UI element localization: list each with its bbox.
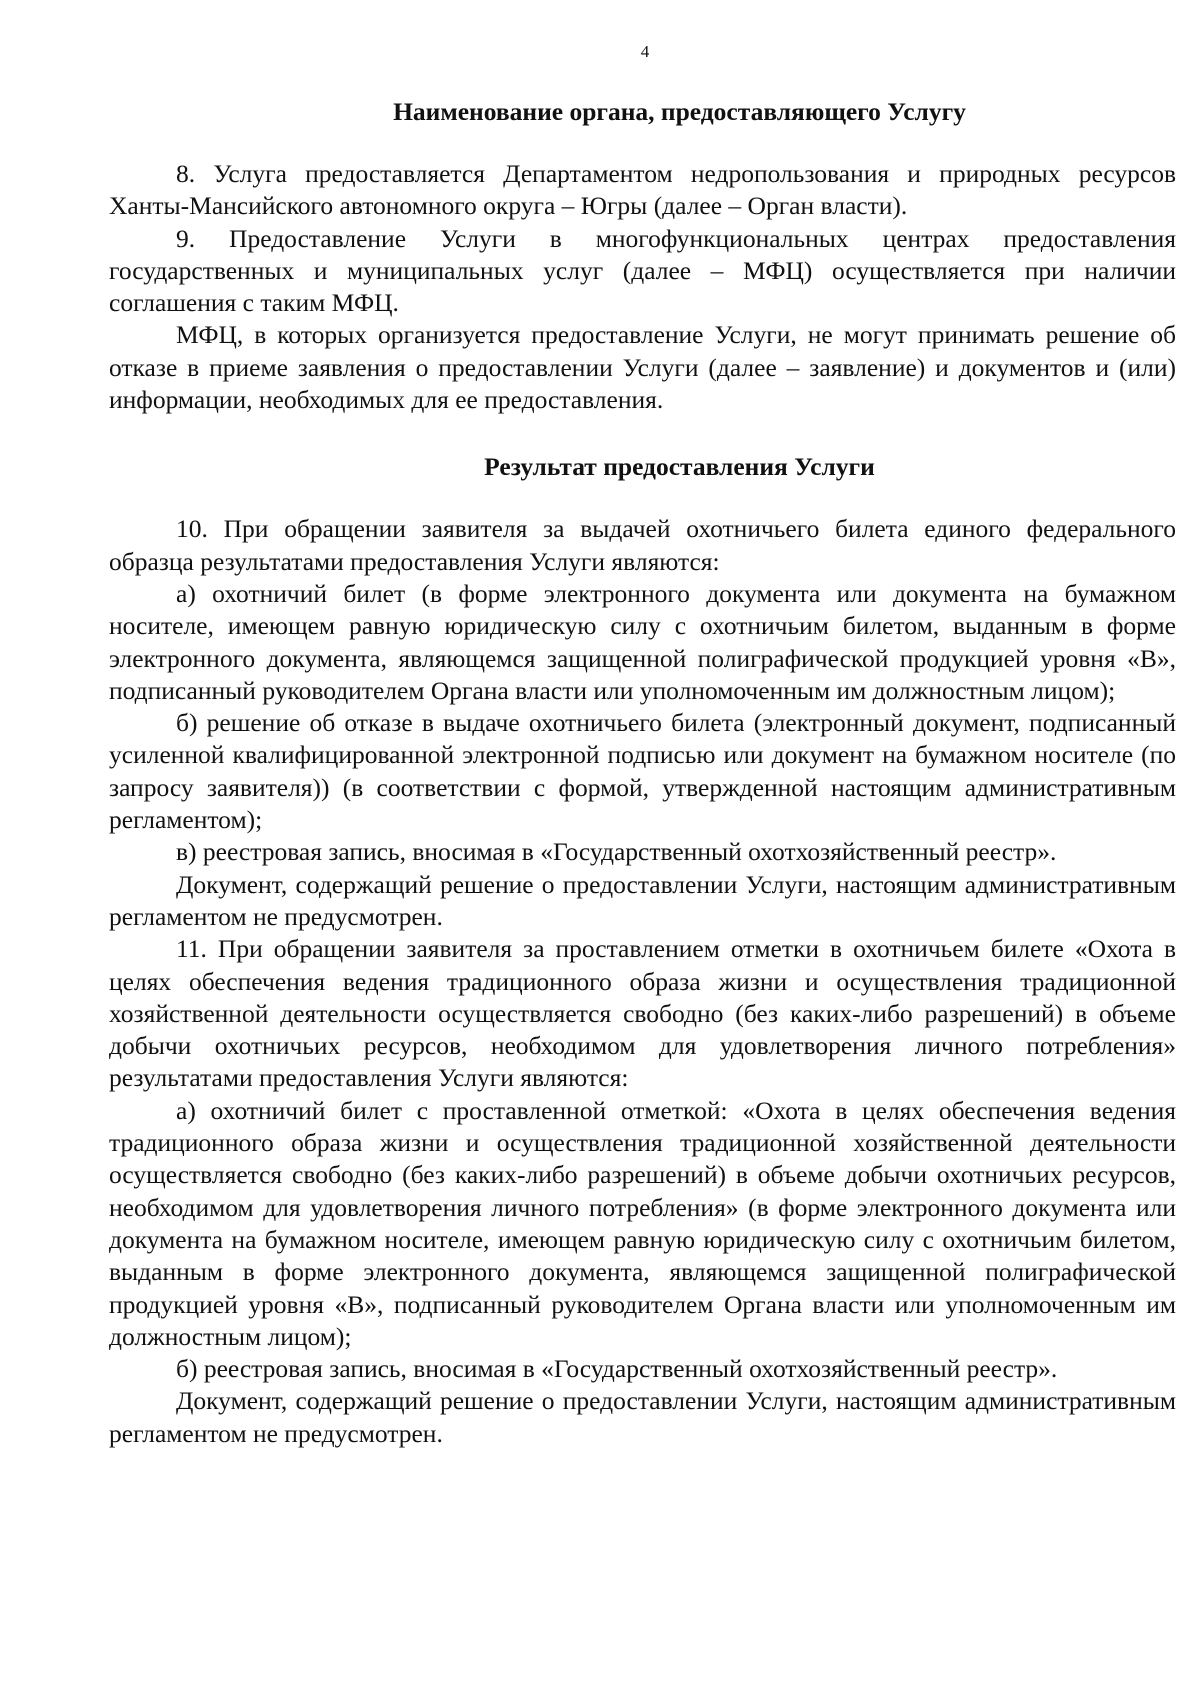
paragraph-10b: б) решение об отказе в выдаче охотничьего билета (электронный документ, подписанный усиленной квалифицированной электронной подписью или документ на бумажном носителе (по запросу заявителя)) (в соответствии с формой, утвержденной настоящим административным регламентом); — [109, 708, 1176, 835]
document-body — [109, 96, 1176, 1450]
section-heading-result: Результат предоставления Услуги — [484, 452, 875, 482]
paragraph-10v: в) реестровая запись, вносимая в «Государственный охотхозяйственный реестр». — [176, 837, 1057, 867]
paragraph-8: 8. Услуга предоставляется Департаментом недропользования и природных ресурсов Ханты-Мансийского автономного округа – Югры (далее – Орган власти). — [109, 159, 1176, 221]
paragraph-10-document: Документ, содержащий решение о предоставлении Услуги, настоящим административным регламентом не предусмотрен. — [109, 869, 1176, 931]
paragraph-9: 9. Предоставление Услуги в многофункциональных центрах предоставления государственных и муниципальных услуг (далее – МФЦ) осуществляется при наличии соглашения с таким МФЦ. — [109, 223, 1176, 318]
paragraph-mfc: МФЦ, в которых организуется предоставление Услуги, не могут принимать решение об отказе в приеме заявления о предоставлении Услуги (далее – заявление) и документов и (или) информации, необходимых для ее предоставления. — [109, 320, 1176, 415]
page-number: 4 — [640, 42, 650, 61]
paragraph-10a: а) охотничий билет (в форме электронного документа или документа на бумажном носителе, имеющем равную юридическую силу с охотничьим билетом, выданным в форме электронного документа, являющемся защищенной полиграфической продукцией уровня «В», подписанный руководителем Органа власти или уполномоченным им должностным лицом); — [109, 578, 1176, 705]
paragraph-11: 11. При обращении заявителя за проставлением отметки в охотничьем билете «Охота в целях обеспечения ведения традиционного образа жизни и осуществления традиционной хозяйственной деятельности осуществляется свободно (без каких-либо разрешений) в объеме добычи охотничьих ресурсов, необходимом для удовлетворения личного потребления» результатами предоставления Услуги являются: — [109, 934, 1176, 1093]
paragraph-11b: б) реестровая запись, вносимая в «Государственный охотхозяйственный реестр». — [176, 1354, 1058, 1384]
paragraph-10: 10. При обращении заявителя за выдачей охотничьего билета единого федерального образца результатами предоставления Услуги являются: — [109, 514, 1176, 576]
paragraph-11a: а) охотничий билет с проставленной отметкой: «Охота в целях обеспечения ведения традиционного образа жизни и осуществления традиционной хозяйственной деятельности осуществляется свободно (без каких-либо разрешений) в объеме добычи охотничьих ресурсов, необходимом для удовлетворения личного потребления» (в форме электронного документа или документа на бумажном носителе, имеющем равную юридическую силу с охотничьим билетом, выданным в форме электронного документа, являющемся защищенной полиграфической продукцией уровня «В», подписанный руководителем Органа власти или уполномоченным им должностным лицом); — [109, 1095, 1176, 1351]
paragraph-11-document: Документ, содержащий решение о предоставлении Услуги, настоящим административным регламентом не предусмотрен. — [109, 1386, 1176, 1448]
section-heading-authority: Наименование органа, предоставляющего Услугу — [393, 97, 966, 126]
